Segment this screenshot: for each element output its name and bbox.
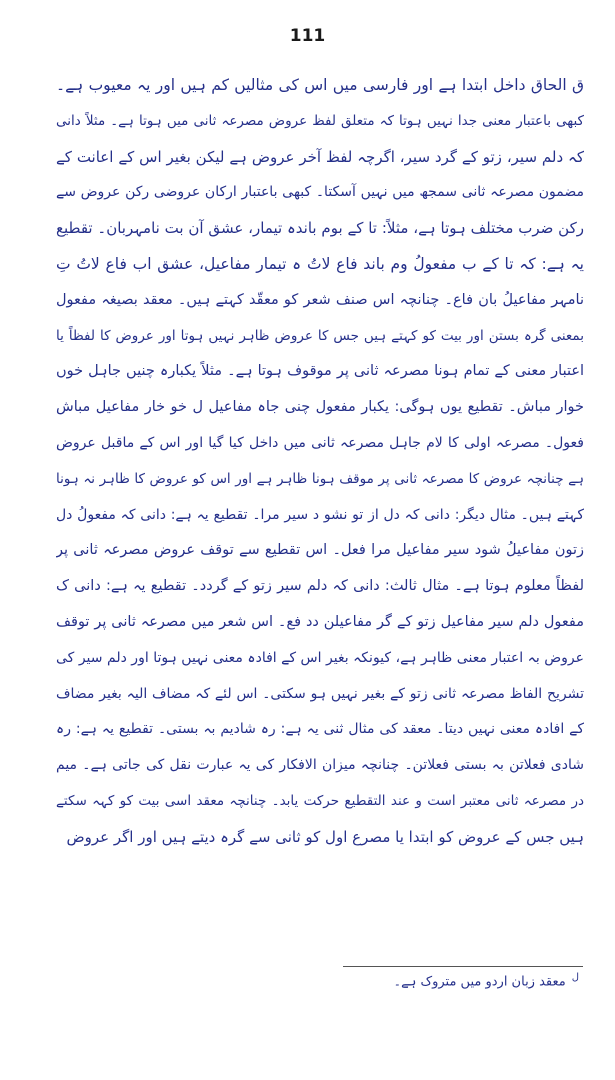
text-line: تشریح الفاظ مصرعہ ثانی زتو کے بغیر نہیں ہو سکتی۔ اس لئے کہ مضاف الیہ بغیر مضاف bbox=[56, 685, 584, 702]
text-line: خوار مباش۔ تقطیع یوں ہوگی: یکبار مفعول چنی جاہ مفاعیل ل خو خار مفاعیل مباش bbox=[56, 399, 584, 416]
text-line: کہ دلم سیر، زتو کے گرد سیر، اگرچہ لفظ آخر عروض ہے لیکن بغیر اس کے اعانت کے bbox=[56, 147, 584, 166]
text-line: مضمون مصرعہ ثانی سمجھ میں نہیں آسکتا۔ کبھی باعتبار ارکان عروضی رکن عروض سے bbox=[56, 184, 584, 201]
text-line: عروض بہ اعتبار معنی ظاہر ہے، کیونکہ بغیر اس کے افادہ معنی نہیں ہوتا اور دلم سیر کی bbox=[56, 649, 584, 666]
text-line: کبھی باعتبار معنی جدا نہیں ہوتا کہ متعلق لفظ عروض مصرعہ ثانی میں ہوتا ہے۔ مثلاً دانی bbox=[56, 112, 584, 129]
text-line: فعول۔ مصرعہ اولی کا لام جاہل مصرعہ ثانی میں داخل کیا گیا اور اس کے ماقبل عروض bbox=[56, 434, 584, 451]
text-line: ہے چنانچہ عروض کا مصرعہ ثانی پر موقف ہونا ظاہر ہے اور اس کو عروض کا ظاہر نہ ہونا bbox=[56, 470, 584, 487]
text-line: شادی فعلاتن بہ بستی فعلاتن۔ چنانچہ میزان الافکار کی یہ عبارت نقل کی جاتی ہے۔ میم bbox=[56, 757, 584, 774]
text-line: یہ ہے: کہ تا کے ب مفعولُ وم باند فاع لاتُ ہ تیمار مفاعیل، عشق اب فاع لاتُ تِ bbox=[56, 254, 584, 273]
text-line: کے افادہ معنی نہیں دیتا۔ معقد کی مثال ثنی یہ ہے: رہ شادیم بہ بستی۔ تقطیع یہ ہے: رہ bbox=[56, 721, 584, 738]
text-line: زتون مفاعیلُ شود سیر مفاعیل مرا فعل۔ اس تقطیع سے توقف عروض مصرعہ ثانی پر bbox=[56, 542, 584, 559]
text-line: ہیں جس کے عروض کو ابتدا یا مصرع اول کو ثانی سے گرہ دیتے ہیں اور اگر عروض bbox=[66, 827, 584, 846]
footnote-divider bbox=[343, 966, 583, 967]
text-line: اعتبار معنی کے تمام ہونا مصرعہ ثانی پر موقوف ہوتا ہے۔ مثلاً یکبارہ چنیں جاہل خوں bbox=[56, 363, 584, 380]
text-line: در مصرعہ ثانی معتبر است و عند التقطیع حرکت یابد۔ چنانچہ معقد اسی بیت کو کہہ سکتے bbox=[56, 792, 584, 809]
text-line: ق الحاق داخل ابتدا ہے اور فارسی میں اس کی مثالیں کم ہیں اور یہ معیوب ہے۔ bbox=[56, 76, 584, 94]
footnote-text: معقد زبان اردو میں متروک ہے۔ bbox=[393, 974, 566, 990]
text-line: مفعول دلم سیر مفاعیل زتو کے گر مفاعیلن دد فع۔ اس شعر میں مصرعہ ثانی پر توقف bbox=[56, 613, 584, 630]
page-number: 111 bbox=[289, 26, 326, 46]
page-body-text bbox=[56, 68, 584, 856]
text-line: بمعنی گرہ بستن اور بیت کو کہتے ہیں جس کا عروض ظاہر نہیں ہوتا اور عروض کا لفظاً یا bbox=[56, 327, 584, 344]
text-line: لفظاً معلوم ہوتا ہے۔ مثال ثالث: دانی کہ دلم سیر زتو کے گردد۔ تقطیع یہ ہے: دانی ک bbox=[56, 578, 584, 595]
footnote-marker: ل bbox=[571, 972, 579, 983]
text-line: رکن ضرب مختلف ہوتا ہے، مثلاً: تا کے بوم باندہ تیمار، عشق آن بت نامہربان۔ تقطیع bbox=[56, 219, 584, 238]
text-line: نامہر مفاعیلُ بان فاع۔ چنانچہ اس صنف شعر کو معقّد کہتے ہیں۔ معقد بصیغہ مفعول bbox=[56, 291, 584, 308]
footnote bbox=[179, 972, 579, 989]
text-line: کہتے ہیں۔ مثال دیگر: دانی کہ دل از تو نشو د سیر مرا۔ تقطیع یہ ہے: دانی کہ مفعولُ دل bbox=[56, 506, 584, 523]
